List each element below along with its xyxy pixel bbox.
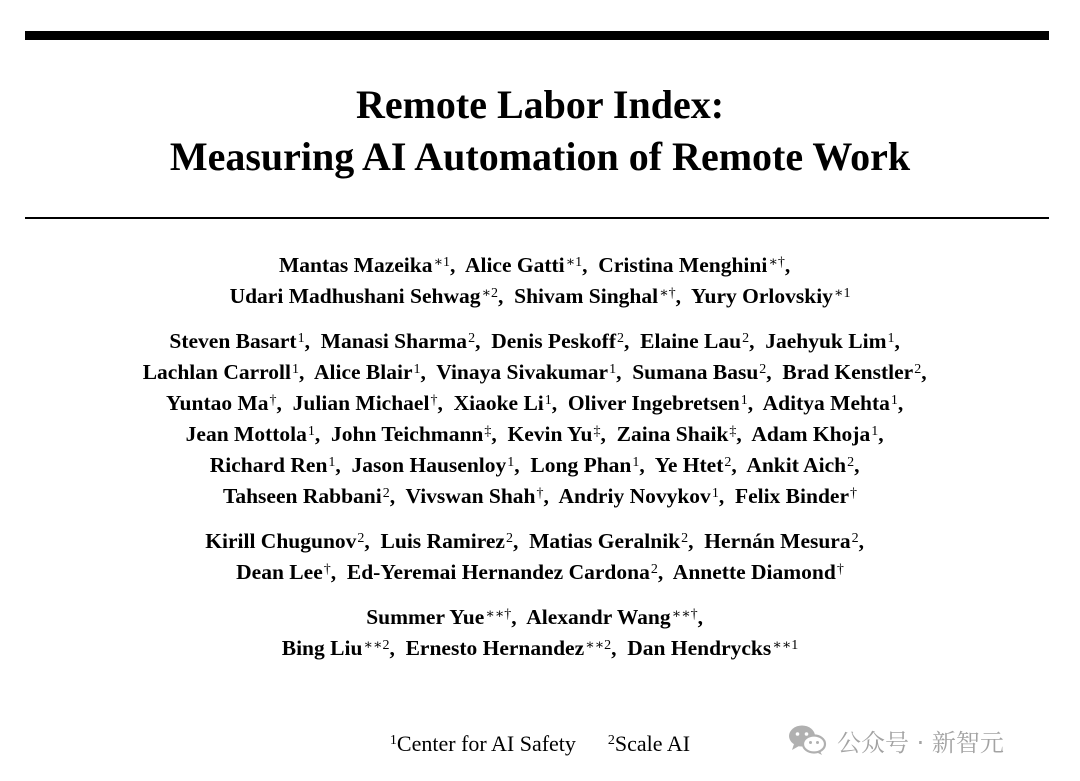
author [530, 453, 639, 477]
author-line: Bing Liu$^{∗∗2}$, Ernesto Hernandez$^{∗∗2}$, Dan Hendrycks$^{∗∗1}$ [281, 636, 799, 660]
author-name: Felix Binder [734, 484, 849, 508]
author [143, 360, 299, 384]
author-name: Richard Ren [209, 453, 328, 477]
author [763, 391, 898, 415]
author-affiliation-mark: 2 [468, 331, 476, 346]
author-group [0, 326, 1080, 512]
author-name: Cristina Menghini [598, 253, 768, 277]
author-name: Matias Geralnik [529, 529, 681, 553]
author-line: Lachlan Carroll$^1$, Alice Blair$^1$, Vinaya Sivakumar$^1$, Sumana Basu$^2$, Brad Kenstler$^2$, [142, 360, 938, 384]
author-line: Richard Ren$^1$, Jason Hausenloy$^1$, Long Phan$^1$, Ye Htet$^2$, Ankit Aich$^2$, [209, 453, 871, 477]
author [526, 605, 697, 629]
author-affiliation-mark: 1 [632, 455, 640, 470]
affiliation-1-name: Center for AI Safety [396, 731, 576, 756]
author [507, 422, 600, 446]
author-affiliation-mark: 2 [742, 331, 750, 346]
author [236, 560, 331, 584]
author-name: Ernesto Hernandez [405, 636, 585, 660]
author-line: Mantas Mazeika$^{∗1}$, Alice Gatti$^{∗1}$, Cristina Menghini∗†, [279, 253, 801, 277]
author-affiliation-mark: † [536, 486, 544, 501]
author-name: Manasi Sharma [320, 329, 468, 353]
author-line: Tahseen Rabbani$^2$, Vivswan Shah†, Andriy Novykov$^1$, Felix Binder† [222, 484, 857, 508]
author [465, 253, 582, 277]
author [321, 329, 475, 353]
author [347, 560, 658, 584]
author-name: Ed-Yeremai Hernandez Cardona [346, 560, 650, 584]
author-affiliation-mark: 1 [544, 393, 552, 408]
author-name: Annette Diamond [672, 560, 836, 584]
author-line: Steven Basart$^1$, Manasi Sharma$^2$, Denis Peskoff$^2$, Elaine Lau$^2$, Jaehyuk Lim$^1$, [169, 329, 911, 353]
author-name: Shivam Singhal [514, 284, 659, 308]
author-affiliation-mark: ∗∗2 [585, 638, 612, 653]
author [352, 453, 515, 477]
author-affiliation-mark: 2 [914, 362, 922, 377]
author-affiliation-mark: 2 [681, 531, 689, 546]
author [704, 529, 858, 553]
author-affiliation-mark: † [836, 562, 844, 577]
author-name: John Teichmann [331, 422, 484, 446]
author-name: Tahseen Rabbani [222, 484, 382, 508]
author-affiliation-mark: ∗∗† [485, 607, 512, 622]
author [210, 453, 336, 477]
author-name: Vivswan Shah [405, 484, 536, 508]
author-affiliation-mark: 1 [297, 331, 305, 346]
author-affiliation-mark: ∗† [768, 255, 785, 270]
author-name: Mantas Mazeika [279, 253, 433, 277]
paper-title [0, 79, 1080, 183]
author-name: Adam Khoja [751, 422, 871, 446]
title-line-1: Remote Labor Index: [355, 82, 725, 127]
author-name: Ankit Aich [746, 453, 847, 477]
author-group [0, 250, 1080, 312]
author-name: Jason Hausenloy [351, 453, 507, 477]
author-name: Zaina Shaik [616, 422, 729, 446]
author-line: Summer Yue∗∗†, Alexandr Wang∗∗†, [366, 605, 714, 629]
affiliation-1-mark: 1 [389, 733, 397, 748]
author-name: Udari Madhushani Sehwag [229, 284, 481, 308]
author [405, 484, 543, 508]
author [169, 329, 304, 353]
author-affiliation-mark: 1 [890, 393, 898, 408]
author-name: Julian Michael [292, 391, 430, 415]
author-name: Dan Hendrycks [627, 636, 772, 660]
author-line: Yuntao Ma†, Julian Michael†, Xiaoke Li$^1$, Oliver Ingebretsen$^1$, Aditya Mehta$^1$, [166, 391, 914, 415]
author [617, 422, 737, 446]
author-affiliation-mark: 2 [617, 331, 624, 346]
author [558, 484, 718, 508]
author [598, 253, 785, 277]
author-name: Bing Liu [281, 636, 363, 660]
author [529, 529, 688, 553]
author-affiliation-mark: 2 [357, 531, 365, 546]
author-name: Kirill Chugunov [205, 529, 357, 553]
author-affiliation-mark: 1 [887, 331, 895, 346]
author-name: Ye Htet [654, 453, 724, 477]
author-line: Udari Madhushani Sehwag$^{∗2}$, Shivam Singhal∗†, Yury Orlovskiy$^{∗1}$ [229, 284, 851, 308]
author-affiliation-mark: ∗∗1 [772, 638, 799, 653]
author [627, 636, 798, 660]
author-affiliation-mark: ∗∗† [671, 607, 698, 622]
author [491, 329, 624, 353]
wechat-icon [787, 723, 827, 757]
author-name: Alice Blair [313, 360, 413, 384]
author-name: Denis Peskoff [491, 329, 616, 353]
author-line: Dean Lee†, Ed-Yeremai Hernandez Cardona$^2$, Annette Diamond† [236, 560, 844, 584]
author-affiliation-mark: † [850, 486, 857, 501]
author [746, 453, 854, 477]
author-affiliation-mark: 1 [413, 362, 421, 377]
author-name: Lachlan Carroll [142, 360, 292, 384]
author-name: Hernán Mesura [704, 529, 851, 553]
author-affiliation-mark: ∗1 [433, 255, 450, 270]
author-affiliation-mark: 2 [851, 531, 859, 546]
author [568, 391, 748, 415]
author [381, 529, 513, 553]
author-affiliation-mark: ‡ [729, 424, 737, 439]
author [735, 484, 857, 508]
title-line-2: Measuring AI Automation of Remote Work [169, 134, 911, 179]
author-group [0, 602, 1080, 664]
author [751, 422, 878, 446]
author-name: Long Phan [530, 453, 632, 477]
top-rule [25, 31, 1049, 40]
author [436, 360, 616, 384]
author [454, 391, 552, 415]
author-list [0, 250, 1080, 678]
author [282, 636, 390, 660]
affiliation-1 [390, 731, 576, 756]
author-name: Xiaoke Li [453, 391, 544, 415]
author-name: Dean Lee [236, 560, 323, 584]
author-name: Steven Basart [169, 329, 297, 353]
author-name: Alice Gatti [464, 253, 565, 277]
author-affiliation-mark: ∗1 [565, 255, 583, 270]
author [632, 360, 766, 384]
affiliation-2-mark: 2 [607, 733, 615, 748]
author-name: Kevin Yu [507, 422, 593, 446]
author-line: Jean Mottola$^1$, John Teichmann‡, Kevin Yu‡, Zaina Shaik‡, Adam Khoja$^1$, [185, 422, 895, 446]
author-name: Oliver Ingebretsen [567, 391, 740, 415]
author-affiliation-mark: 1 [711, 486, 719, 501]
author [230, 284, 498, 308]
author-affiliation-mark: ‡ [484, 424, 492, 439]
author [673, 560, 844, 584]
author-name: Jaehyuk Lim [765, 329, 887, 353]
author-affiliation-mark: 1 [328, 455, 336, 470]
author-affiliation-mark: 2 [505, 531, 513, 546]
author-affiliation-mark: ∗† [659, 286, 676, 301]
author-name: Yury Orlovskiy [690, 284, 833, 308]
author-affiliation-mark: 1 [507, 455, 515, 470]
author [331, 422, 491, 446]
author [765, 329, 894, 353]
author-affiliation-mark: 1 [307, 424, 315, 439]
author-affiliation-mark: 1 [871, 424, 879, 439]
author-affiliation-mark: ∗1 [833, 286, 851, 301]
author-affiliation-mark: 1 [609, 362, 617, 377]
author-name: Sumana Basu [632, 360, 759, 384]
author [366, 605, 511, 629]
author-name: Andriy Novykov [558, 484, 711, 508]
author [514, 284, 676, 308]
author-name: Yuntao Ma [166, 391, 269, 415]
author-affiliation-mark: 1 [740, 393, 748, 408]
author-name: Jean Mottola [185, 422, 307, 446]
author [186, 422, 315, 446]
author [293, 391, 438, 415]
affiliation-2 [608, 731, 690, 756]
author-affiliation-mark: † [269, 393, 277, 408]
affiliation-2-name: Scale AI [614, 731, 691, 756]
author-affiliation-mark: † [430, 393, 438, 408]
author-affiliation-mark: 1 [292, 362, 300, 377]
author-name: Aditya Mehta [762, 391, 890, 415]
watermark [787, 722, 1004, 758]
watermark-text: 公众号 · 新智元 [837, 728, 1004, 757]
author [166, 391, 277, 415]
author-affiliation-mark: 2 [724, 455, 732, 470]
author [691, 284, 850, 308]
author-name: Elaine Lau [640, 329, 742, 353]
author-affiliation-mark: 2 [382, 486, 390, 501]
author-line: Kirill Chugunov$^2$, Luis Ramirez$^2$, Matias Geralnik$^2$, Hernán Mesura$^2$, [205, 529, 875, 553]
author [782, 360, 921, 384]
author [640, 329, 749, 353]
author [223, 484, 390, 508]
author-affiliation-mark: ∗∗2 [363, 638, 390, 653]
author [406, 636, 612, 660]
author-affiliation-mark: ‡ [593, 424, 601, 439]
title-rule [25, 217, 1049, 219]
author-affiliation-mark: 2 [847, 455, 855, 470]
author-name: Alexandr Wang [526, 605, 671, 629]
author-name: Vinaya Sivakumar [436, 360, 609, 384]
author [279, 253, 450, 277]
author [655, 453, 732, 477]
author-group [0, 526, 1080, 588]
author [205, 529, 364, 553]
author-name: Summer Yue [366, 605, 485, 629]
author-affiliation-mark: 2 [650, 562, 658, 577]
author-affiliation-mark: 2 [759, 362, 767, 377]
author-name: Luis Ramirez [380, 529, 505, 553]
author-affiliation-mark: † [323, 562, 331, 577]
author-affiliation-mark: ∗2 [481, 286, 498, 301]
author-name: Brad Kenstler [782, 360, 914, 384]
author [314, 360, 421, 384]
